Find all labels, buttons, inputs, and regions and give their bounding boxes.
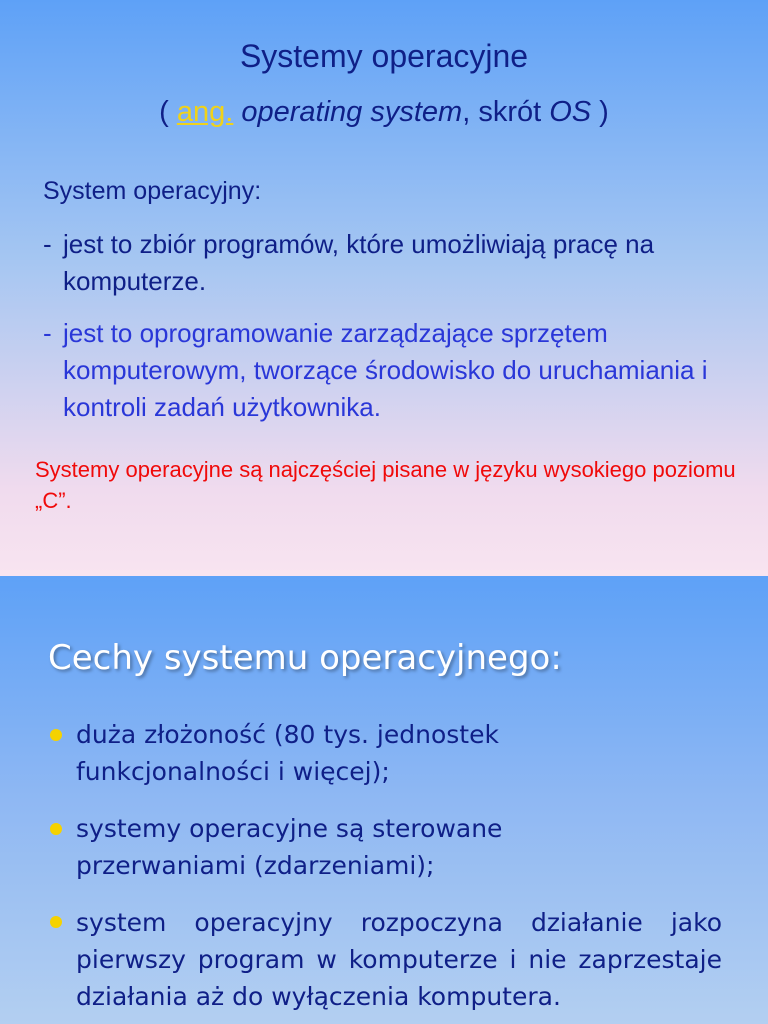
slide-1-title: Systemy operacyjne bbox=[239, 38, 529, 74]
subtitle-term: operating system bbox=[241, 96, 463, 128]
bullet-dot-icon bbox=[50, 729, 62, 741]
definition-lead: System operacyjny: bbox=[43, 177, 262, 205]
dash-marker: - bbox=[43, 318, 52, 348]
feature-item-2: systemy operacyjne są sterowane przerwaniami (zdarzeniami); bbox=[76, 814, 503, 880]
slide-2 bbox=[0, 576, 768, 1024]
dash-marker: - bbox=[43, 229, 52, 259]
definition-item-text: jest to zbiór programów, które umożliwiają pracę na komputerze. bbox=[63, 229, 655, 296]
subtitle-abbr: OS bbox=[549, 96, 592, 128]
slide-1-subtitle bbox=[0, 92, 768, 132]
ang-link[interactable]: ang. bbox=[176, 96, 234, 128]
feature-item-1: duża złożoność (80 tys. jednostek funkcjonalności i więcej); bbox=[76, 720, 499, 786]
language-note: Systemy operacyjne są najczęściej pisane w języku wysokiego poziomu „C”. bbox=[35, 457, 736, 513]
slide-2-title: Cechy systemu operacyjnego: bbox=[48, 638, 562, 678]
feature-item-3: system operacyjny rozpoczyna działanie jako pierwszy program w komputerze i nie zaprzestaje działania aż do wyłączenia komputera. bbox=[76, 908, 722, 1011]
definition-item-text: jest to oprogramowanie zarządzające sprzętem komputerowym, tworzące środowisko do uruchamiania i kontroli zadań użytkownika. bbox=[63, 318, 708, 422]
subtitle-middle: , skrót bbox=[462, 96, 550, 128]
definition-item-1 bbox=[43, 226, 733, 300]
bullet-dot-icon bbox=[50, 916, 62, 928]
subtitle-close-paren: ) bbox=[591, 96, 609, 128]
definition-item-2 bbox=[43, 315, 733, 426]
bullet-dot-icon bbox=[50, 823, 62, 835]
subtitle-open-paren: ( bbox=[159, 96, 177, 128]
